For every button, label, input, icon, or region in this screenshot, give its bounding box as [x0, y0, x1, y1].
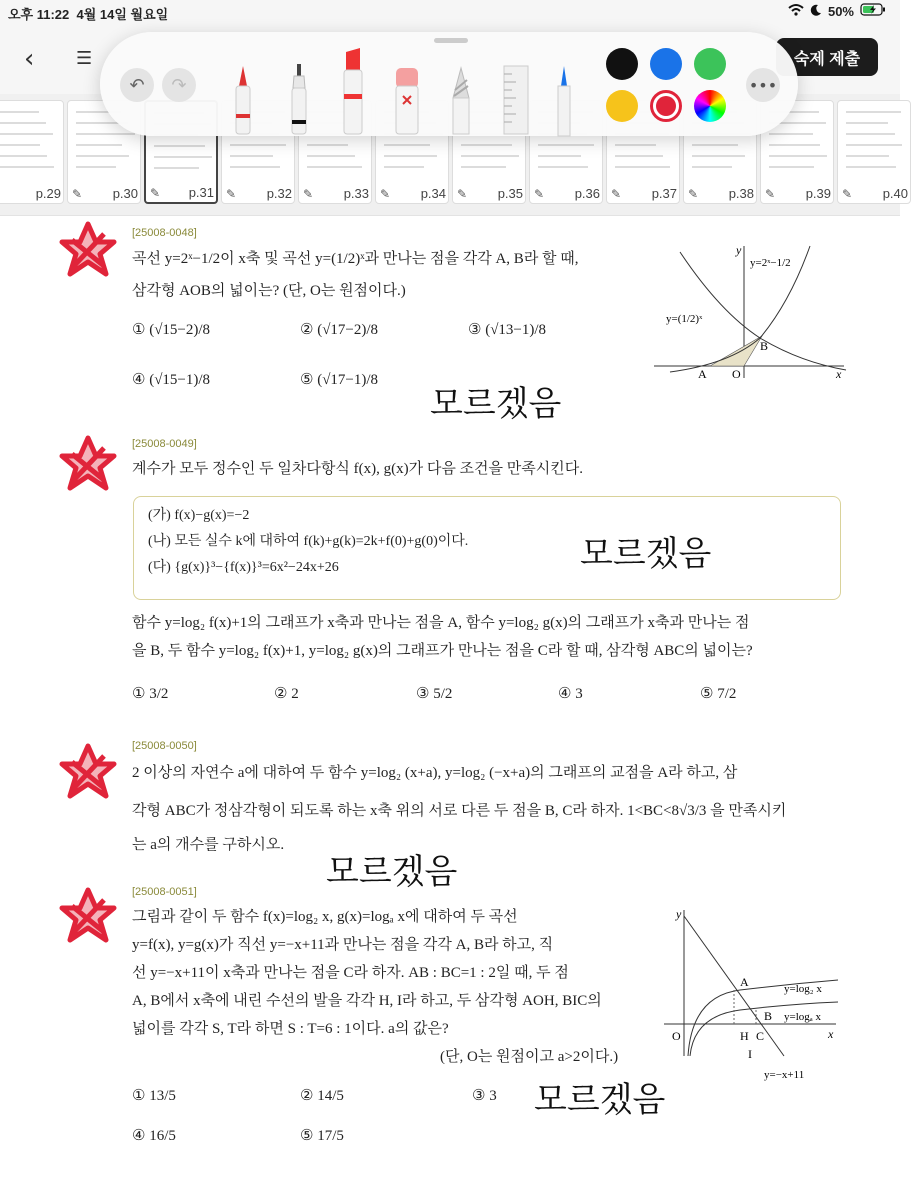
thumbnail-text-line — [615, 144, 656, 146]
graph-label: x — [828, 1027, 834, 1041]
color-picker-wheel-icon[interactable] — [694, 90, 726, 122]
graph-label: C — [756, 1029, 765, 1043]
choice-item[interactable]: ② 2 — [274, 686, 299, 702]
submit-homework-button[interactable]: 숙제 제출 — [776, 38, 878, 76]
graph-label: O — [672, 1029, 681, 1043]
pen-toolbar — [100, 32, 798, 136]
back-chevron-icon[interactable]: ‹ — [24, 44, 35, 74]
thumbnail-text-line — [615, 166, 670, 168]
graph-label: y=logₐ x — [784, 1011, 822, 1023]
thumbnail-page-label: p.34 — [420, 186, 446, 201]
choice-item[interactable]: ① (√15−2)/8 — [132, 322, 211, 338]
color-black-swatch[interactable] — [606, 48, 638, 80]
choice-item[interactable]: ⑤ 7/2 — [700, 686, 737, 702]
choice-item[interactable]: ④ (√15−1)/8 — [132, 372, 211, 388]
graph-label: y=2ˣ−1/2 — [750, 257, 791, 269]
more-options-icon[interactable]: ••• — [746, 68, 780, 102]
handwritten-note: 모르겠음 — [326, 852, 458, 892]
thumbnail-text-line — [538, 144, 594, 146]
thumbnail-text-line — [692, 144, 738, 146]
problem-code: [25008-0049] — [132, 438, 197, 450]
battery-percent: 50% — [827, 3, 854, 19]
thumbnail-text-line — [538, 166, 588, 168]
thumbnail-text-line — [307, 155, 355, 157]
graph-label: H — [740, 1029, 749, 1043]
thumbnail-text-line — [0, 111, 39, 113]
handwritten-note: 모르겠음 — [580, 534, 712, 574]
marker-tool-icon[interactable] — [338, 46, 368, 136]
thumbnail-page-label: p.35 — [497, 186, 523, 201]
problem-text: 각형 ABC가 정삼각형이 되도록 하는 x축 위의 서로 다른 두 점을 B, C라 하자. 1<BC<8√3/3 을 만족시키 — [132, 803, 787, 819]
thumbnail-text-line — [307, 166, 362, 168]
thumbnail-text-line — [0, 133, 53, 135]
thumbnail-text-line — [769, 166, 814, 168]
thumbnail-text-line — [76, 155, 129, 157]
thumbnail-text-line — [769, 155, 827, 157]
thumbnail-page-label: p.30 — [112, 186, 138, 201]
handwritten-note: 모르겠음 — [534, 1080, 666, 1120]
fineliner-tool-icon[interactable] — [284, 60, 314, 136]
problem-code: [25008-0051] — [132, 886, 197, 898]
problem-text: 함수 y=log₂ f(x)+1의 그래프가 x축과 만나는 점을 A, 함수 y=log₂ g(x)의 그래프가 x축과 만나는 점 — [132, 615, 750, 631]
thumbnail-page-label: p.39 — [805, 186, 831, 201]
graph-label: A — [698, 367, 707, 381]
thumbnail-text-line — [76, 166, 116, 168]
thumbnail-page-label: p.29 — [35, 186, 61, 201]
thumbnail-text-line — [846, 111, 901, 113]
graph-label: y=−x+11 — [764, 1069, 805, 1081]
problem-text: 삼각형 AOB의 넓이는? (단, O는 원점이다.) — [132, 283, 406, 299]
choice-item[interactable]: ⑤ 17/5 — [300, 1128, 344, 1144]
thumbnail-text-line — [846, 133, 895, 135]
problem-text: A, B에서 x축에 내린 수선의 발을 각각 H, I라 하고, 두 삼각형 AOH, BIC의 — [132, 993, 602, 1009]
graph-label: y=log₂ x — [784, 983, 822, 995]
document-page[interactable] — [0, 216, 900, 1200]
page-thumbnail[interactable] — [0, 100, 64, 204]
thumbnail-text-line — [615, 155, 663, 157]
thumbnail-page-label: p.37 — [651, 186, 677, 201]
problem-text: 선 y=−x+11이 x축과 만나는 점을 C라 하자. AB : BC=1 : 2일 때, 두 점 — [132, 965, 569, 981]
graph-exponential-figure — [650, 242, 850, 382]
pencil-icon: ✎ — [534, 187, 545, 201]
choice-item[interactable]: ① 13/5 — [132, 1088, 176, 1104]
pen-tool-icon[interactable] — [228, 62, 258, 136]
thumbnail-text-line — [846, 155, 889, 157]
graph-label: A — [740, 975, 749, 989]
problem-text: y=f(x), y=g(x)가 직선 y=−x+11과 만나는 점을 각각 A, B라 하고, 직 — [132, 937, 554, 953]
choice-item[interactable]: ③ 5/2 — [416, 686, 453, 702]
pencil-icon: ✎ — [303, 187, 314, 201]
thumbnail-page-label: p.32 — [266, 186, 292, 201]
condition-item: (가) f(x)−g(x)=−2 — [148, 508, 250, 523]
thumbnail-text-line — [0, 155, 47, 157]
thumbnail-text-line — [230, 166, 280, 168]
thumbnail-text-line — [230, 144, 286, 146]
red-star-annotation-icon — [58, 742, 118, 802]
choice-item[interactable]: ⑤ (√17−1)/8 — [300, 372, 379, 388]
wifi-icon — [788, 4, 804, 19]
pencil-icon: ✎ — [765, 187, 776, 201]
color-yellow-swatch[interactable] — [606, 90, 638, 122]
thumbnail-text-line — [154, 145, 205, 147]
thumbnail-text-line — [384, 166, 424, 168]
handwritten-note: 모르겠음 — [430, 384, 562, 424]
pencil-icon: ✎ — [842, 187, 853, 201]
thumbnail-text-line — [0, 122, 46, 124]
pencil-icon: ✎ — [150, 186, 161, 200]
graph-label: B — [760, 339, 769, 353]
problem-code: [25008-0050] — [132, 740, 197, 752]
problem-text: 그림과 같이 두 함수 f(x)=log₂ x, g(x)=logₐ x에 대하여 두 곡선 — [132, 909, 518, 925]
thumbnail-text-line — [154, 167, 199, 169]
thumbnail-text-line — [846, 122, 888, 124]
thumbnail-text-line — [0, 166, 54, 168]
color-blue-swatch[interactable] — [650, 48, 682, 80]
thumbnail-text-line — [384, 155, 437, 157]
thumbnail-text-line — [154, 156, 212, 158]
problem-code: [25008-0048] — [132, 227, 197, 239]
choice-item[interactable]: ① 3/2 — [132, 686, 169, 702]
pencil-icon: ✎ — [226, 187, 237, 201]
choice-item[interactable]: ④ 16/5 — [132, 1128, 176, 1144]
problem-text: (단, O는 원점이고 a>2이다.) — [440, 1049, 619, 1065]
choice-item[interactable]: ③ (√13−1)/8 — [468, 322, 547, 338]
graph-label: I — [748, 1047, 752, 1061]
redo-icon[interactable]: ↷ — [162, 68, 196, 102]
page-thumbnail[interactable] — [837, 100, 911, 204]
thumbnail-page-label: p.31 — [188, 185, 214, 200]
graph-label: y — [676, 907, 682, 921]
problem-text: 2 이상의 자연수 a에 대하여 두 함수 y=log₂ (x+a), y=log₂ (−x+a)의 그래프의 교점을 A라 하고, 삼 — [132, 765, 738, 781]
list-icon[interactable]: ☰ — [76, 48, 93, 69]
pencil-icon: ✎ — [72, 187, 83, 201]
thumbnail-text-line — [461, 166, 506, 168]
thumbnail-text-line — [769, 144, 820, 146]
choice-item[interactable]: ④ 3 — [558, 686, 583, 702]
red-star-annotation-icon — [58, 434, 118, 494]
pencil-icon: ✎ — [688, 187, 699, 201]
choice-item[interactable]: ② (√17−2)/8 — [300, 322, 379, 338]
undo-icon[interactable]: ↶ — [120, 68, 154, 102]
status-time: 오후 11:22 — [8, 7, 70, 22]
graph-label: x — [836, 367, 842, 381]
pencil-icon: ✎ — [457, 187, 468, 201]
battery-icon — [860, 3, 886, 19]
graph-label: B — [764, 1009, 773, 1023]
toolbar-grab-handle[interactable] — [434, 38, 468, 43]
moon-icon — [810, 4, 822, 19]
thumbnail-text-line — [307, 144, 348, 146]
red-star-annotation-icon — [58, 886, 118, 946]
pencil-icon: ✎ — [380, 187, 391, 201]
thumbnail-text-line — [461, 155, 519, 157]
graph-label: y=(1/2)ˣ — [666, 313, 703, 325]
thumbnail-text-line — [769, 133, 813, 135]
red-star-annotation-icon — [58, 220, 118, 280]
graph-label: y — [736, 243, 742, 257]
thumbnail-page-label: p.36 — [574, 186, 600, 201]
condition-item: (다) {g(x)}³−{f(x)}³=6x²−24x+26 — [148, 560, 339, 575]
eraser-tool-icon[interactable] — [392, 66, 422, 136]
thumbnail-page-label: p.38 — [728, 186, 754, 201]
color-green-swatch[interactable] — [694, 48, 726, 80]
problem-text: 계수가 모두 정수인 두 일차다항식 f(x), g(x)가 다음 조건을 만족시킨다. — [132, 461, 583, 477]
problem-text: 을 B, 두 함수 y=log₂ f(x)+1, y=log₂ g(x)의 그래프가 만나는 점을 C라 할 때, 삼각형 ABC의 넓이는? — [132, 643, 753, 659]
problem-text: 곡선 y=2ˣ−1/2이 x축 및 곡선 y=(1/2)ˣ과 만나는 점을 각각 A, B라 할 때, — [132, 251, 579, 267]
thumbnail-text-line — [538, 155, 581, 157]
ruler-tool-icon[interactable] — [498, 64, 532, 136]
thumbnail-text-line — [76, 144, 122, 146]
choice-item[interactable]: ② 14/5 — [300, 1088, 344, 1104]
problem-text: 는 a의 개수를 구하시오. — [132, 837, 285, 853]
thumbnail-text-line — [0, 144, 40, 146]
thumbnail-text-line — [230, 155, 273, 157]
status-date: 4월 14일 월요일 — [76, 7, 169, 22]
status-bar — [0, 0, 900, 24]
thumbnail-text-line — [846, 166, 896, 168]
thumbnail-text-line — [846, 144, 902, 146]
pencil-tool-icon[interactable] — [446, 66, 476, 136]
graph-logarithm-figure — [660, 906, 840, 1081]
thumbnail-text-line — [384, 144, 430, 146]
color-red-swatch-selected[interactable] — [650, 90, 682, 122]
problem-text: 넓이를 각각 S, T라 하면 S : T=6 : 1이다. a의 값은? — [132, 1021, 449, 1037]
thumbnail-text-line — [76, 133, 135, 135]
thumbnail-text-line — [461, 144, 512, 146]
thumbnail-page-label: p.40 — [882, 186, 908, 201]
blue-pen-tool-icon[interactable] — [552, 62, 576, 136]
graph-label: O — [732, 367, 741, 381]
thumbnail-text-line — [692, 166, 732, 168]
pencil-icon: ✎ — [611, 187, 622, 201]
thumbnail-text-line — [692, 155, 745, 157]
thumbnail-page-label: p.33 — [343, 186, 369, 201]
choice-item[interactable]: ③ 3 — [472, 1088, 497, 1104]
condition-item: (나) 모든 실수 k에 대하여 f(k)+g(k)=2k+f(0)+g(0)이다. — [148, 534, 469, 549]
